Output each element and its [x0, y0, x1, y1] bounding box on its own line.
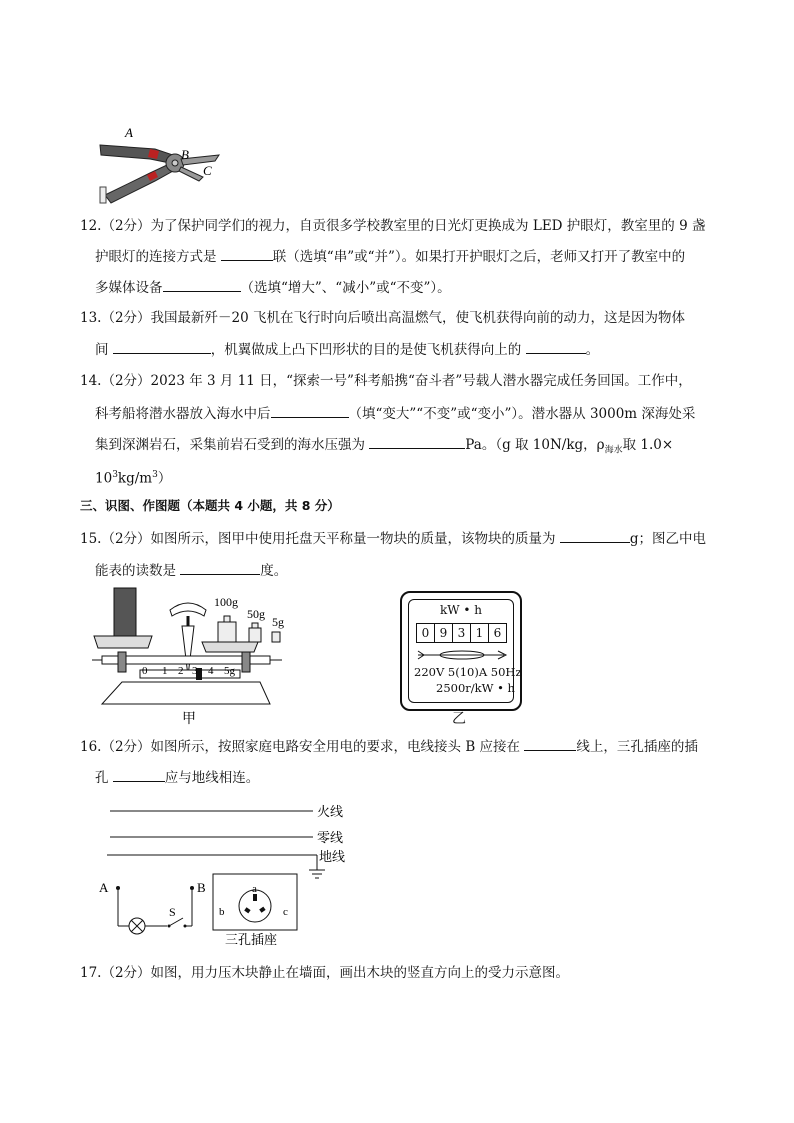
- meter-spec1: 220V 5(10)A 50Hz: [414, 665, 522, 679]
- pliers-label-b: B: [181, 147, 189, 162]
- q16-line1: 16.（2分）如图所示，按照家庭电路安全用电的要求，电线接头 B 应接在 线上，三孔插座的插: [80, 736, 698, 757]
- q12-blank1[interactable]: [221, 246, 273, 261]
- meter-digit: 1: [471, 624, 489, 642]
- q12-line3: 多媒体设备 （选填“增大”、“减小”或“不变”）。: [95, 277, 451, 298]
- meter-digit: 9: [435, 624, 453, 642]
- q13-line2: 间 ，机翼做成上凸下凹形状的目的是使飞机获得向上的 。: [95, 339, 599, 360]
- circuit-figure: [95, 800, 365, 950]
- meter-caption: 乙: [452, 711, 466, 727]
- meter-digits: [416, 623, 507, 643]
- q14-line4: $10^3kg/m^3$）: [95, 470, 172, 487]
- meter-digit: 6: [493, 626, 502, 640]
- weight-50g-label: 50g: [247, 607, 265, 621]
- terminal-b-label: B: [197, 880, 206, 895]
- q15-blank1[interactable]: [560, 528, 630, 543]
- weight-100g-label: 100g: [214, 595, 238, 609]
- scale-tick-5: 5g: [224, 665, 235, 677]
- q13-blank1[interactable]: [113, 339, 211, 354]
- scale-tick-3: 3: [192, 665, 198, 677]
- scale-tick-4: 4: [208, 665, 214, 677]
- switch-icon: [169, 918, 183, 926]
- q14-line3: 集到深渊岩石，采集前岩石受到的海水压强为 Pa。（g 取 10N/kg，$\rho_{海水}$取 1.0×: [95, 434, 673, 461]
- q12-line1: 12.（2分）为了保护同学们的视力，自贡很多学校教室里的日光灯更换成为 LED 护眼灯，教室里的 9 盏: [80, 218, 706, 234]
- live-wire-label: 火线: [317, 805, 344, 820]
- q14-blank2[interactable]: [369, 434, 465, 449]
- q14-line1: 14.（2分）2023 年 3 月 11 日，“探索一号”科考船携“奋斗者”号载人潜水器完成任务回国。工作中，: [80, 373, 692, 389]
- neutral-wire-label: 零线: [317, 831, 344, 846]
- meter-disc-arrow: [416, 647, 508, 663]
- q15-line1: 15.（2分）如图所示，图甲中使用托盘天平称量一物块的质量，该物块的质量为 g；图乙中电: [80, 528, 706, 549]
- electric-meter: [400, 591, 522, 711]
- pliers-figure: [95, 125, 225, 207]
- scale-tick-1: 1: [162, 665, 168, 677]
- terminal-a-label: A: [99, 880, 109, 895]
- socket-hole-c: c: [283, 906, 288, 918]
- q15-blank2[interactable]: [180, 560, 260, 575]
- balance-caption: 甲: [182, 712, 196, 726]
- section-3-title: 三、识图、作图题（本题共 4 小题，共 8 分）: [80, 498, 340, 513]
- q13-blank2[interactable]: [526, 339, 586, 354]
- q14-line2: 科考船将潜水器放入海水中后 （填“变大”“不变”或“变小”）。潜水器从 3000m 深海处采: [95, 403, 695, 424]
- q16-line2: 孔 应与地线相连。: [95, 767, 259, 788]
- q13-line1: 13.（2分）我国最新歼－20 飞机在飞行时向后喷出高温燃气，使飞机获得向前的动力，这是因为物体: [80, 310, 686, 326]
- socket-hole-b: b: [219, 906, 225, 918]
- meter-digit: 0: [417, 624, 435, 642]
- balance-figure: [92, 586, 292, 726]
- q12-line2: 护眼灯的连接方式是 联（选填“串”或“并”）。如果打开护眼灯之后，老师又打开了教室中的: [95, 246, 685, 267]
- q15-line2: 能表的读数是 度。: [95, 560, 287, 581]
- pliers-label-c: C: [203, 163, 212, 178]
- meter-digit: 3: [453, 624, 471, 642]
- q12-blank2[interactable]: [163, 277, 241, 292]
- meter-spec2: 2500r/kW • h: [436, 681, 515, 695]
- ground-wire-label: 地线: [319, 850, 346, 865]
- scale-tick-2: 2: [178, 665, 184, 677]
- q16-blank1[interactable]: [524, 736, 576, 751]
- scale-tick-0: 0: [142, 665, 148, 677]
- socket-caption: 三孔插座: [225, 933, 278, 948]
- switch-label: S: [169, 905, 176, 919]
- q17-line1: 17.（2分）如图，用力压木块静止在墙面，画出木块的竖直方向上的受力示意图。: [80, 965, 570, 981]
- socket-hole-a: a: [252, 883, 257, 895]
- pliers-label-a: A: [125, 125, 133, 140]
- q16-blank2[interactable]: [113, 767, 165, 782]
- meter-unit: kW • h: [439, 603, 483, 617]
- weight-5g-label: 5g: [272, 615, 284, 629]
- q14-blank1[interactable]: [271, 403, 349, 418]
